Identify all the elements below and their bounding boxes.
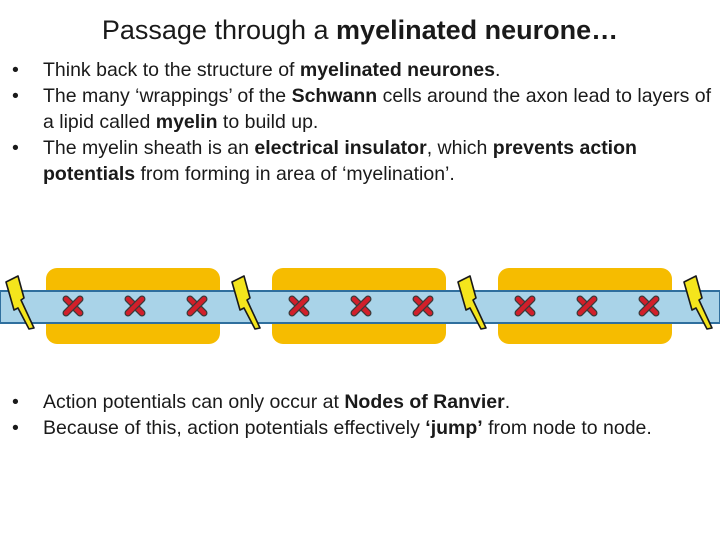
cross-icon bbox=[354, 299, 368, 313]
cross-icon bbox=[416, 299, 430, 313]
cross-icon bbox=[518, 299, 532, 313]
bullet-marker: • bbox=[12, 391, 19, 413]
title-bold: myelinated neurone… bbox=[336, 15, 619, 45]
bullet-text: The myelin sheath is an bbox=[43, 137, 255, 159]
bullet-text-bold: ‘jump’ bbox=[425, 417, 483, 439]
bullet-text: . bbox=[494, 59, 501, 81]
cross-icon bbox=[642, 299, 656, 313]
bullet-item bbox=[12, 389, 702, 415]
myelinated-neurone-diagram bbox=[0, 262, 720, 352]
bullet-text: cells around the axon lead to layers of a lipid called bbox=[43, 85, 712, 133]
bullet-marker: • bbox=[12, 85, 19, 107]
bullet-text-bold: Nodes of Ranvier bbox=[344, 391, 505, 413]
bullet-marker: • bbox=[12, 137, 19, 159]
cross-icon bbox=[580, 299, 594, 313]
bullet-text-bold: electrical insulator bbox=[254, 137, 427, 159]
bullet-item bbox=[12, 415, 702, 441]
bullet-text: to build up. bbox=[217, 111, 319, 133]
bullet-text-bold: Schwann bbox=[291, 85, 378, 107]
slide-title bbox=[0, 10, 720, 50]
bullet-text: , which bbox=[426, 137, 493, 159]
bullet-marker: • bbox=[12, 59, 19, 81]
bullet-text-bold: myelin bbox=[155, 111, 218, 133]
cross-icon bbox=[190, 299, 204, 313]
cross-icon bbox=[292, 299, 306, 313]
bullet-text: The many ‘wrappings’ of the bbox=[43, 85, 292, 107]
bullet-text: Because of this, action potentials effectively bbox=[43, 417, 426, 439]
bullet-text: Think back to the structure of bbox=[43, 59, 300, 81]
bullet-text-bold: myelinated neurones bbox=[299, 59, 495, 81]
bullet-text: . bbox=[504, 391, 511, 413]
title-plain: Passage through a bbox=[101, 15, 337, 45]
bullet-list-top bbox=[12, 57, 712, 187]
cross-icon bbox=[66, 299, 80, 313]
bullet-item bbox=[12, 57, 712, 83]
bullet-item bbox=[12, 135, 712, 187]
bullet-text: Action potentials can only occur at bbox=[43, 391, 345, 413]
bullet-text: from forming in area of ‘myelination’. bbox=[135, 163, 455, 185]
bullet-item bbox=[12, 83, 712, 135]
bullet-text: from node to node. bbox=[482, 417, 652, 439]
bullet-marker: • bbox=[12, 417, 19, 439]
bullet-text-bold: prevents action potentials bbox=[43, 137, 637, 185]
cross-icon bbox=[128, 299, 142, 313]
bullet-list-bottom bbox=[12, 389, 702, 441]
